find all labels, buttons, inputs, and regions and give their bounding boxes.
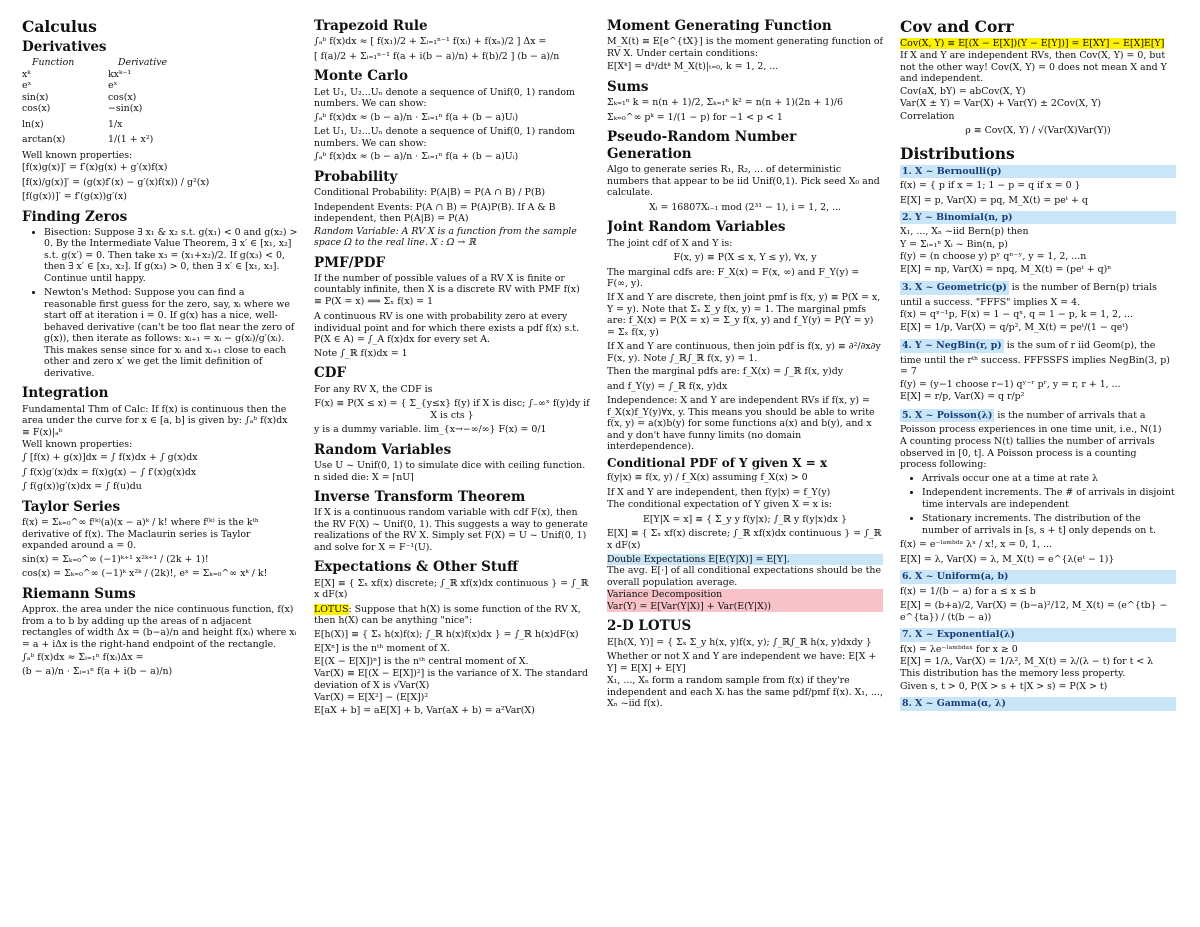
dist-line: f(y) = (y−1 choose r−1) qʸ⁻ʳ pʳ, y = r, r + 1, ... [900,378,1121,390]
dist-title: 5. X ~ Poisson(λ) [902,409,993,421]
derivative-row [22,92,298,103]
independence-text: Independence: X and Y are independent RVs if f(x, y) = f_X(x)f_Y(y)∀x, y. This means you should be able to write f(x, y) = a(x)b(y) for some functions a(x) and b(y), and x and y don't have funny limits (no domain interdependence). [607,395,875,453]
dist-line: Y = Σᵢ₌₁ⁿ Xᵢ ~ Bin(n, p) [900,238,1008,250]
heading-conditional-pdf: Conditional PDF of Y given X = x [607,455,828,470]
dist-title: 7. X ~ Exponential(λ) [900,628,1176,641]
monte-text2: Let U₁, U₂...Uₙ denote a sequence of Unif(0, 1) random numbers. We can show: [314,126,575,149]
heading-expectations: Expectations & Other Stuff [314,559,519,576]
cov-independence: If X and Y are independent RVs, then Cov(X, Y) = 0, but not the other way! Cov(X, Y) = 0 does not mean X and Y and independent. [900,50,1167,85]
header-derivative: Derivative [118,57,168,69]
derivative-row [22,134,298,145]
column-cov-distributions [900,18,1176,918]
linear-transform: E[aX + b] = aE[X] + b, Var(aX + b) = a²Var(X) [314,704,535,716]
monte-eq1: ∫ₐᵇ f(x)dx ≈ (b − a)/n · Σᵢ₌₁ⁿ f(a + (b − a)Uᵢ) [314,111,519,123]
lotus-text [314,604,590,627]
integral-sum-rule: ∫ [f(x) + g(x)]dx = ∫ f(x)dx + ∫ g(x)dx [22,452,198,464]
dist-line: E[X] = 1/λ, Var(X) = 1/λ², M_X(t) = λ/(λ − t) for t < λ [900,655,1154,667]
deriv-func: sin(x) [22,91,49,103]
heading-cov-corr: Cov and Corr [900,18,1014,36]
deriv-func: xᵏ [22,68,31,80]
dist-negbin [900,334,1176,402]
heading-distributions: Distributions [900,143,1015,163]
derivative-row [22,103,298,114]
conditional-expectation-intro: The conditional expectation of Y given X = x is: [607,499,833,511]
conditional-probability: Conditional Probability: P(A|B) = P(A ∩ B) / P(B) [314,187,546,199]
linearity-expectation: Whether or not X and Y are independent we have: E[X + Y] = E[X] + E[Y] [607,651,877,674]
monte-text1: Let U₁, U₂...Uₙ denote a sequence of Unif(0, 1) random numbers. We can show: [314,86,575,110]
deriv-func: arctan(x) [22,134,66,146]
conditional-independent: If X and Y are independent, then f(y|x) = f_Y(y) [607,486,831,498]
heading-prng: Pseudo-Random Number Generation [607,129,797,162]
dist-exponential [900,628,1176,692]
dist-line: f(x) = qˣ⁻¹p, F(x) = 1 − qˣ, q = 1 − p, k = 1, 2, ... [900,309,1134,321]
mgf-moment: E[Xᵏ] = dᵏ/dtᵏ M_X(t)|ₜ₌₀, k = 1, 2, ... [607,61,779,73]
dist-title: 8. X ~ Gamma(α, λ) [900,697,1176,710]
deriv-func: eˣ [22,80,32,92]
trapezoid-eq1: ∫ₐᵇ f(x)dx ≈ [ f(x₁)/2 + Σᵢ₌₁ⁿ⁻¹ f(xᵢ) + f(xₙ)/2 ] Δx = [314,36,547,48]
trapezoid-eq2: [ f(a)/2 + Σᵢ₌₁ⁿ⁻¹ f(a + i(b − a)/n) + f(b)/2 ] (b − a)/n [314,50,560,62]
mgf-def: M_X(t) ≡ E[e^{tX}] is the moment generating function of RV X. Under certain conditions: [607,36,883,59]
double-expectation: Double Expectations E[E(Y|X)] = E[Y]. [607,554,883,565]
integration-by-parts: ∫ f(x)g′(x)dx = f(x)g(x) − ∫ f′(x)g(x)dx [22,466,197,478]
integration-props-label: Well known properties: [22,438,133,450]
prng-text: Algo to generate series R₁, R₂, ... of deterministic numbers that appear to be iid Unif(0,1). Pick seed X₀ and calculate. [607,164,880,199]
newton-item: • Newton's Method: Suppose you can find a reasonable first guess for the zero, say, xᵢ where we start off at iteration i = 0. If g(x) has a nice, well-behaved derivative (can't be too flat near the zero of g(x)), then iterate as follows: xᵢ₊₁ = xᵢ − g(xᵢ)/g′(xᵢ). This makes sense since for xᵢ and xᵢ₊₁ close to each other and zero x′ we get the limit definition of derivative. [44,287,298,379]
lotus-desc: : Suppose that h(X) is some function of the RV X, then h(X) can be anything "nice": [314,603,581,627]
sum-formulas: Σₖ₌₁ⁿ k = n(n + 1)/2, Σₖ₌₁ⁿ k² = n(n + 1)(2n + 1)/6 [607,97,843,109]
heading-sums: Sums [607,78,649,95]
dist-line: Given s, t > 0, P(X > s + t|X > s) = P(X > t) [900,680,1108,692]
deriv-value: 1/x [108,118,123,130]
dist-line: This distribution has the memory less property. [900,668,1126,680]
dist-title: 6. X ~ Uniform(a, b) [900,570,1176,583]
correlation-eq: ρ ≡ Cov(X, Y) / √(Var(X)Var(Y)) [965,125,1111,137]
heading-random-variables: Random Variables [314,441,452,458]
poisson-bullet: • Stationary increments. The distribution of the number of arrivals in [s, s + t] only depends on t. [922,513,1176,536]
column-mgf-joint [607,18,883,918]
dist-poisson [900,404,1176,566]
taylor-def: f(x) = Σₖ₌₀^∞ f⁽ᵏ⁾(a)(x − a)ᵏ / k! where f⁽ᵏ⁾ is the kᵗʰ derivative of f(x). The Maclaurin series is Taylor expanded around a = 0. [22,517,259,552]
dist-line: f(x) = { p if x = 1; 1 − p = q if x = 0 } [900,180,1081,192]
dice-simulation: Use U ~ Unif(0, 1) to simulate dice with ceiling function. n sided die: X = ⌈nU⌉ [314,460,586,483]
cov-def: Cov(X, Y) ≡ E[(X − E[X])(Y − E[Y])] = E[XY] − E[X]E[Y] [900,37,1165,49]
deriv-value: 1/(1 + x²) [108,134,154,146]
riemann-eq2: (b − a)/n · Σᵢ₌₁ⁿ f(a + i(b − a)/n) [22,666,173,678]
random-variable-def: Random Variable: A RV X is a function from the sample space Ω to the real line. X : Ω → ℝ [314,225,577,249]
prng-eq: Xᵢ = 16807Xᵢ₋₁ mod (2³¹ − 1), i = 1, 2, ... [648,201,842,213]
discrete-joint: If X and Y are discrete, then joint pmf is f(x, y) ≡ P(X = x, Y = y). Note that Σₓ Σ_y f(x, y) = 1. The marginal pmfs are: f_X(x) = P(X = x) = Σ_y f(x, y) and f_Y(y) = P(Y = y) = Σₓ f(x, y) [607,292,881,338]
heading-cdf: CDF [314,365,347,382]
heading-riemann: Riemann Sums [22,585,136,602]
properties-label: Well known properties: [22,149,133,161]
derivative-row [22,80,298,91]
dist-uniform [900,570,1176,623]
2d-lotus-eq: E[h(X, Y)] = { Σₓ Σ_y h(x, y)f(x, y); ∫_ℝ∫_ℝ h(x, y)dxdy } [607,636,872,648]
dist-gamma [900,697,1176,710]
dist-line: E[X] = 1/p, Var(X) = q/p², M_X(t) = peᵗ/(1 − qeᵗ) [900,321,1129,333]
dist-line: E[X] = np, Var(X) = npq, M_X(t) = (peᵗ + q)ⁿ [900,263,1112,275]
heading-finding-zeros: Finding Zeros [22,208,128,225]
lotus-label: LOTUS [314,603,349,615]
cdf-eq: F(x) ≡ P(X ≤ x) = { Σ_{y≤x} f(y) if X is disc; ∫₋∞ˣ f(y)dy if X is cts } [314,398,590,421]
dist-line: E[X] = p, Var(X) = pq, M_X(t) = peᵗ + q [900,194,1088,206]
poisson-bullet: • Independent increments. The # of arrivals in disjoint time intervals are independent [922,487,1176,510]
deriv-func: cos(x) [22,103,51,115]
joint-cdf-eq: F(x, y) ≡ P(X ≤ x, Y ≤ y), ∀x, y [673,252,817,264]
cos-exp-series: cos(x) = Σₖ₌₀^∞ (−1)ᵏ x²ᵏ / (2k)!, eˣ = Σₖ₌₀^∞ xᵏ / k! [22,568,268,580]
dist-title: 2. Y ~ Binomial(n, p) [900,211,1176,224]
variance-decomposition-eq: Var(Y) = E[Var(Y|X)] + Var(E(Y|X)) [607,601,883,612]
monte-eq2: ∫ₐᵇ f(x)dx ≈ (b − a)/n · Σᵢ₌₁ⁿ f(a + (b − a)Uᵢ) [314,151,519,163]
riemann-text: Approx. the area under the nice continuous function, f(x) from a to b by adding up the areas of n adjacent rectangles of width Δx = (b−a)/n and height f(xᵢ) where xᵢ = a + iΔx is the right-hand endpoint of the rectangle. [22,604,297,650]
cov-def-block [900,38,1176,49]
dist-line: is the sum of r iid Geom(p), the time until the rᵗʰ success. FFFSSFS implies NegBin(3, p) = 7 [900,340,1170,378]
ftc-text: Fundamental Thm of Calc: If f(x) is continuous then the area under the curve for x ∈ [a, b] is given by: ∫ₐᵇ f(x)dx ≡ F(x)|ₐᵇ [22,403,288,438]
variance-decomposition-title: Variance Decomposition [607,589,883,600]
heading-taylor: Taylor Series [22,498,121,515]
cov-scaling: Cov(aX, bY) = abCov(X, Y) [900,85,1026,97]
heading-2d-lotus: 2-D LOTUS [607,618,692,635]
dist-geometric [900,276,1176,333]
double-expectation-block [607,554,883,588]
header-function: Function [32,57,75,69]
dist-line: E[X] = λ, Var(X) = λ, M_X(t) = e^{λ(eᵗ − 1)} [900,553,1115,565]
bisection-item: • Bisection: Suppose ∃ x₁ & x₂ s.t. g(x₁) < 0 and g(x₂) > 0. By the Intermediate Value Theorem, ∃ x′ ∈ [x₁, x₂] s.t. g(x′) = 0. Then take x₃ = (x₁+x₂)/2. If g(x₃) < 0, then ∃ x′ ∈ [x₃, x₂]. If g(x₃) > 0, then ∃ x′ ∈ [x₁, x₃]. Continue until happy. [44,227,298,284]
heading-joint-rv: Joint Random Variables [607,219,786,236]
deriv-value: eˣ [108,80,118,92]
inverse-transform-text: If X is a continuous random variable with cdf F(x), then the RV F(X) ~ Unif(0, 1). This suggests a way to generate realizations of the RV X. Simply set F(X) = U ~ Unif(0, 1) and solve for X = F⁻¹(U). [314,507,588,553]
dist-line: is the number of arrivals that a Poisson process experiences in one time unit, i.e., N(1) [900,409,1162,435]
geometric-sum: Σₖ₌₀^∞ pᵏ = 1/(1 − p) for −1 < p < 1 [607,111,783,123]
dist-line: f(x) = 1/(b − a) for a ≤ x ≤ b [900,585,1036,597]
cdf-limit: y is a dummy variable. lim_{x→−∞/∞} F(x) = 0/1 [314,424,547,436]
nth-moment: E[Xⁿ] is the nᵗʰ moment of X. [314,643,450,655]
dist-title-block [900,276,1176,308]
heading-mgf: Moment Generating Function [607,18,832,34]
section-title-calculus: Calculus [22,18,97,36]
dist-line: E[X] = r/p, Var(X) = q r/p² [900,391,1025,403]
central-moment: E[(X − E[X])ⁿ] is the nᵗʰ central moment of X. [314,655,529,667]
double-expectation-text: The avg. E[·] of all conditional expectations should be the overall population average. [607,565,882,588]
heading-integration: Integration [22,385,109,402]
pdf-def: A continuous RV is one with probability zero at every individual point and for which there exists a pdf f(x) s.t. P(X ∈ A) = ∫_A f(x)dx for every set A. [314,311,580,346]
heading-inverse-transform: Inverse Transform Theorem [314,489,526,505]
dist-title-block [900,334,1176,377]
heading-monte-carlo: Monte Carlo [314,68,409,85]
deriv-func: ln(x) [22,118,44,130]
pdf-note: Note ∫_ℝ f(x)dx = 1 [314,347,408,359]
correlation-label: Correlation [900,110,955,122]
dist-binomial [900,211,1176,275]
conditional-expectation-eq: E[Y|X = x] ≡ { Σ_y y f(y|x); ∫_ℝ y f(y|x)dx } [643,513,847,525]
zeros-list [22,227,298,379]
dist-bernoulli [900,165,1176,206]
cdf-intro: For any RV X, the CDF is [314,383,433,395]
joint-cdf-intro: The joint cdf of X and Y is: [607,237,733,249]
derivative-row [22,69,298,80]
heading-derivatives: Derivatives [22,38,107,55]
var-sum: Var(X ± Y) = Var(X) + Var(Y) ± 2Cov(X, Y) [900,98,1102,110]
dist-line: f(x) = e⁻ˡᵃᵐᵇᵈᵃ λˣ / x!, x = 0, 1, ... [900,539,1053,551]
derivative-table [22,69,298,146]
derivative-table-header [22,57,298,68]
expectation-eq-2: E[X] ≡ { Σₓ xf(x) discrete; ∫_ℝ xf(x)dx continuous } = ∫_ℝ x dF(x) [607,528,882,551]
substitution-rule: ∫ f(g(x))g′(x)dx = ∫ f(u)du [22,481,142,493]
column-numerics-probability [314,18,590,918]
marginal-cdfs: The marginal cdfs are: F_X(x) = F(x, ∞) and F_Y(y) = F(∞, y). [607,266,860,289]
conditional-pdf-eq: f(y|x) ≡ f(x, y) / f_X(x) assuming f_X(x) > 0 [607,472,808,484]
independent-events: Independent Events: P(A ∩ B) = P(A)P(B). If A & B independent, then P(A|B) = P(A) [314,201,556,225]
dist-line: f(x) = λe⁻ˡᵃᵐᵇᵈᵃˣ for x ≥ 0 [900,643,1018,655]
dist-title: 4. Y ~ NegBin(r, p) [902,340,1002,352]
random-sample: X₁, ..., Xₙ form a random sample from f(x) if they're independent and each Xᵢ has the same pdf/pmf f(x). X₁, ..., Xₙ ~iid f(x). [607,675,883,710]
derivative-row [22,119,298,130]
poisson-bullet: • Arrivals occur one at a time at rate λ [922,473,1176,484]
marginal-pdf-y: and f_Y(y) = ∫_ℝ f(x, y)dx [607,380,728,392]
marginal-pdf-x: Then the marginal pdfs are: f_X(x) = ∫_ℝ f(x, y)dy [607,366,843,378]
dist-title: 3. X ~ Geometric(p) [902,282,1007,294]
dist-line: is the number of Bern(p) trials until a success. "FFFS" implies X = 4. [900,282,1157,308]
continuous-joint: If X and Y are continuous, then join pdf is f(x, y) ≡ ∂²/∂x∂y F(x, y). Note ∫_ℝ∫_ℝ f(x, y) = 1. [607,341,881,364]
variance-def: Var(X) ≡ E[(X − E[X])²] is the variance of X. The standard deviation of X is √Var(X) [314,668,589,691]
chain-rule: [f(g(x))]′ = f′(g(x))g′(x) [22,191,127,203]
pmf-def: If the number of possible values of a RV X is finite or countably infinite, then X is a discrete RV with PMF f(x) ≡ P(X = x) ⟹ Σₓ f(x) = 1 [314,272,580,307]
poisson-bullets [900,473,1176,536]
riemann-eq1: ∫ₐᵇ f(x)dx ≈ Σᵢ₌₁ⁿ f(xᵢ)Δx = [22,652,144,663]
expectation-eq: E[X] ≡ { Σₓ xf(x) discrete; ∫_ℝ xf(x)dx continuous } = ∫_ℝ x dF(x) [314,577,589,601]
sin-series: sin(x) = Σₖ₌₀^∞ (−1)ᵏ⁺¹ x²ᵏ⁺¹ / (2k + 1)! [22,553,209,565]
heading-probability: Probability [314,168,398,185]
variance-shortcut: Var(X) = E[X²] − (E[X])² [314,692,429,704]
lotus-eq: E[h(X)] ≡ { Σₓ h(x)f(x); ∫_ℝ h(x)f(x)dx } = ∫_ℝ h(x)dF(x) [314,628,579,640]
dist-line: X₁, ..., Xₙ ~iid Bern(p) then [900,226,1029,238]
product-rule: [f(x)g(x)]′ = f′(x)g(x) + g′(x)f(x) [22,162,168,174]
deriv-value: kxᵏ⁻¹ [108,68,132,80]
dist-line: E[X] = (b+a)/2, Var(X) = (b−a)²/12, M_X(t) = (e^{tb} − e^{ta}) / (t(b − a)) [900,600,1168,623]
dist-line: f(y) = (n choose y) pʸ qⁿ⁻ʸ, y = 1, 2, ...n [900,251,1087,263]
deriv-value: cos(x) [108,91,137,103]
deriv-value: −sin(x) [108,103,143,115]
heading-pmf-pdf: PMF/PDF [314,254,386,271]
dist-title-block [900,404,1176,436]
heading-trapezoid: Trapezoid Rule [314,18,428,34]
column-calculus [22,18,298,918]
dist-line: A counting process N(t) tallies the number of arrivals observed in [0, t]. A Poisson process is a counting process following: [900,436,1155,471]
dist-title: 1. X ~ Bernoulli(p) [900,165,1176,178]
quotient-rule: [f(x)/g(x)]′ = (g(x)f′(x) − g′(x)f(x)) / g²(x) [22,176,210,188]
